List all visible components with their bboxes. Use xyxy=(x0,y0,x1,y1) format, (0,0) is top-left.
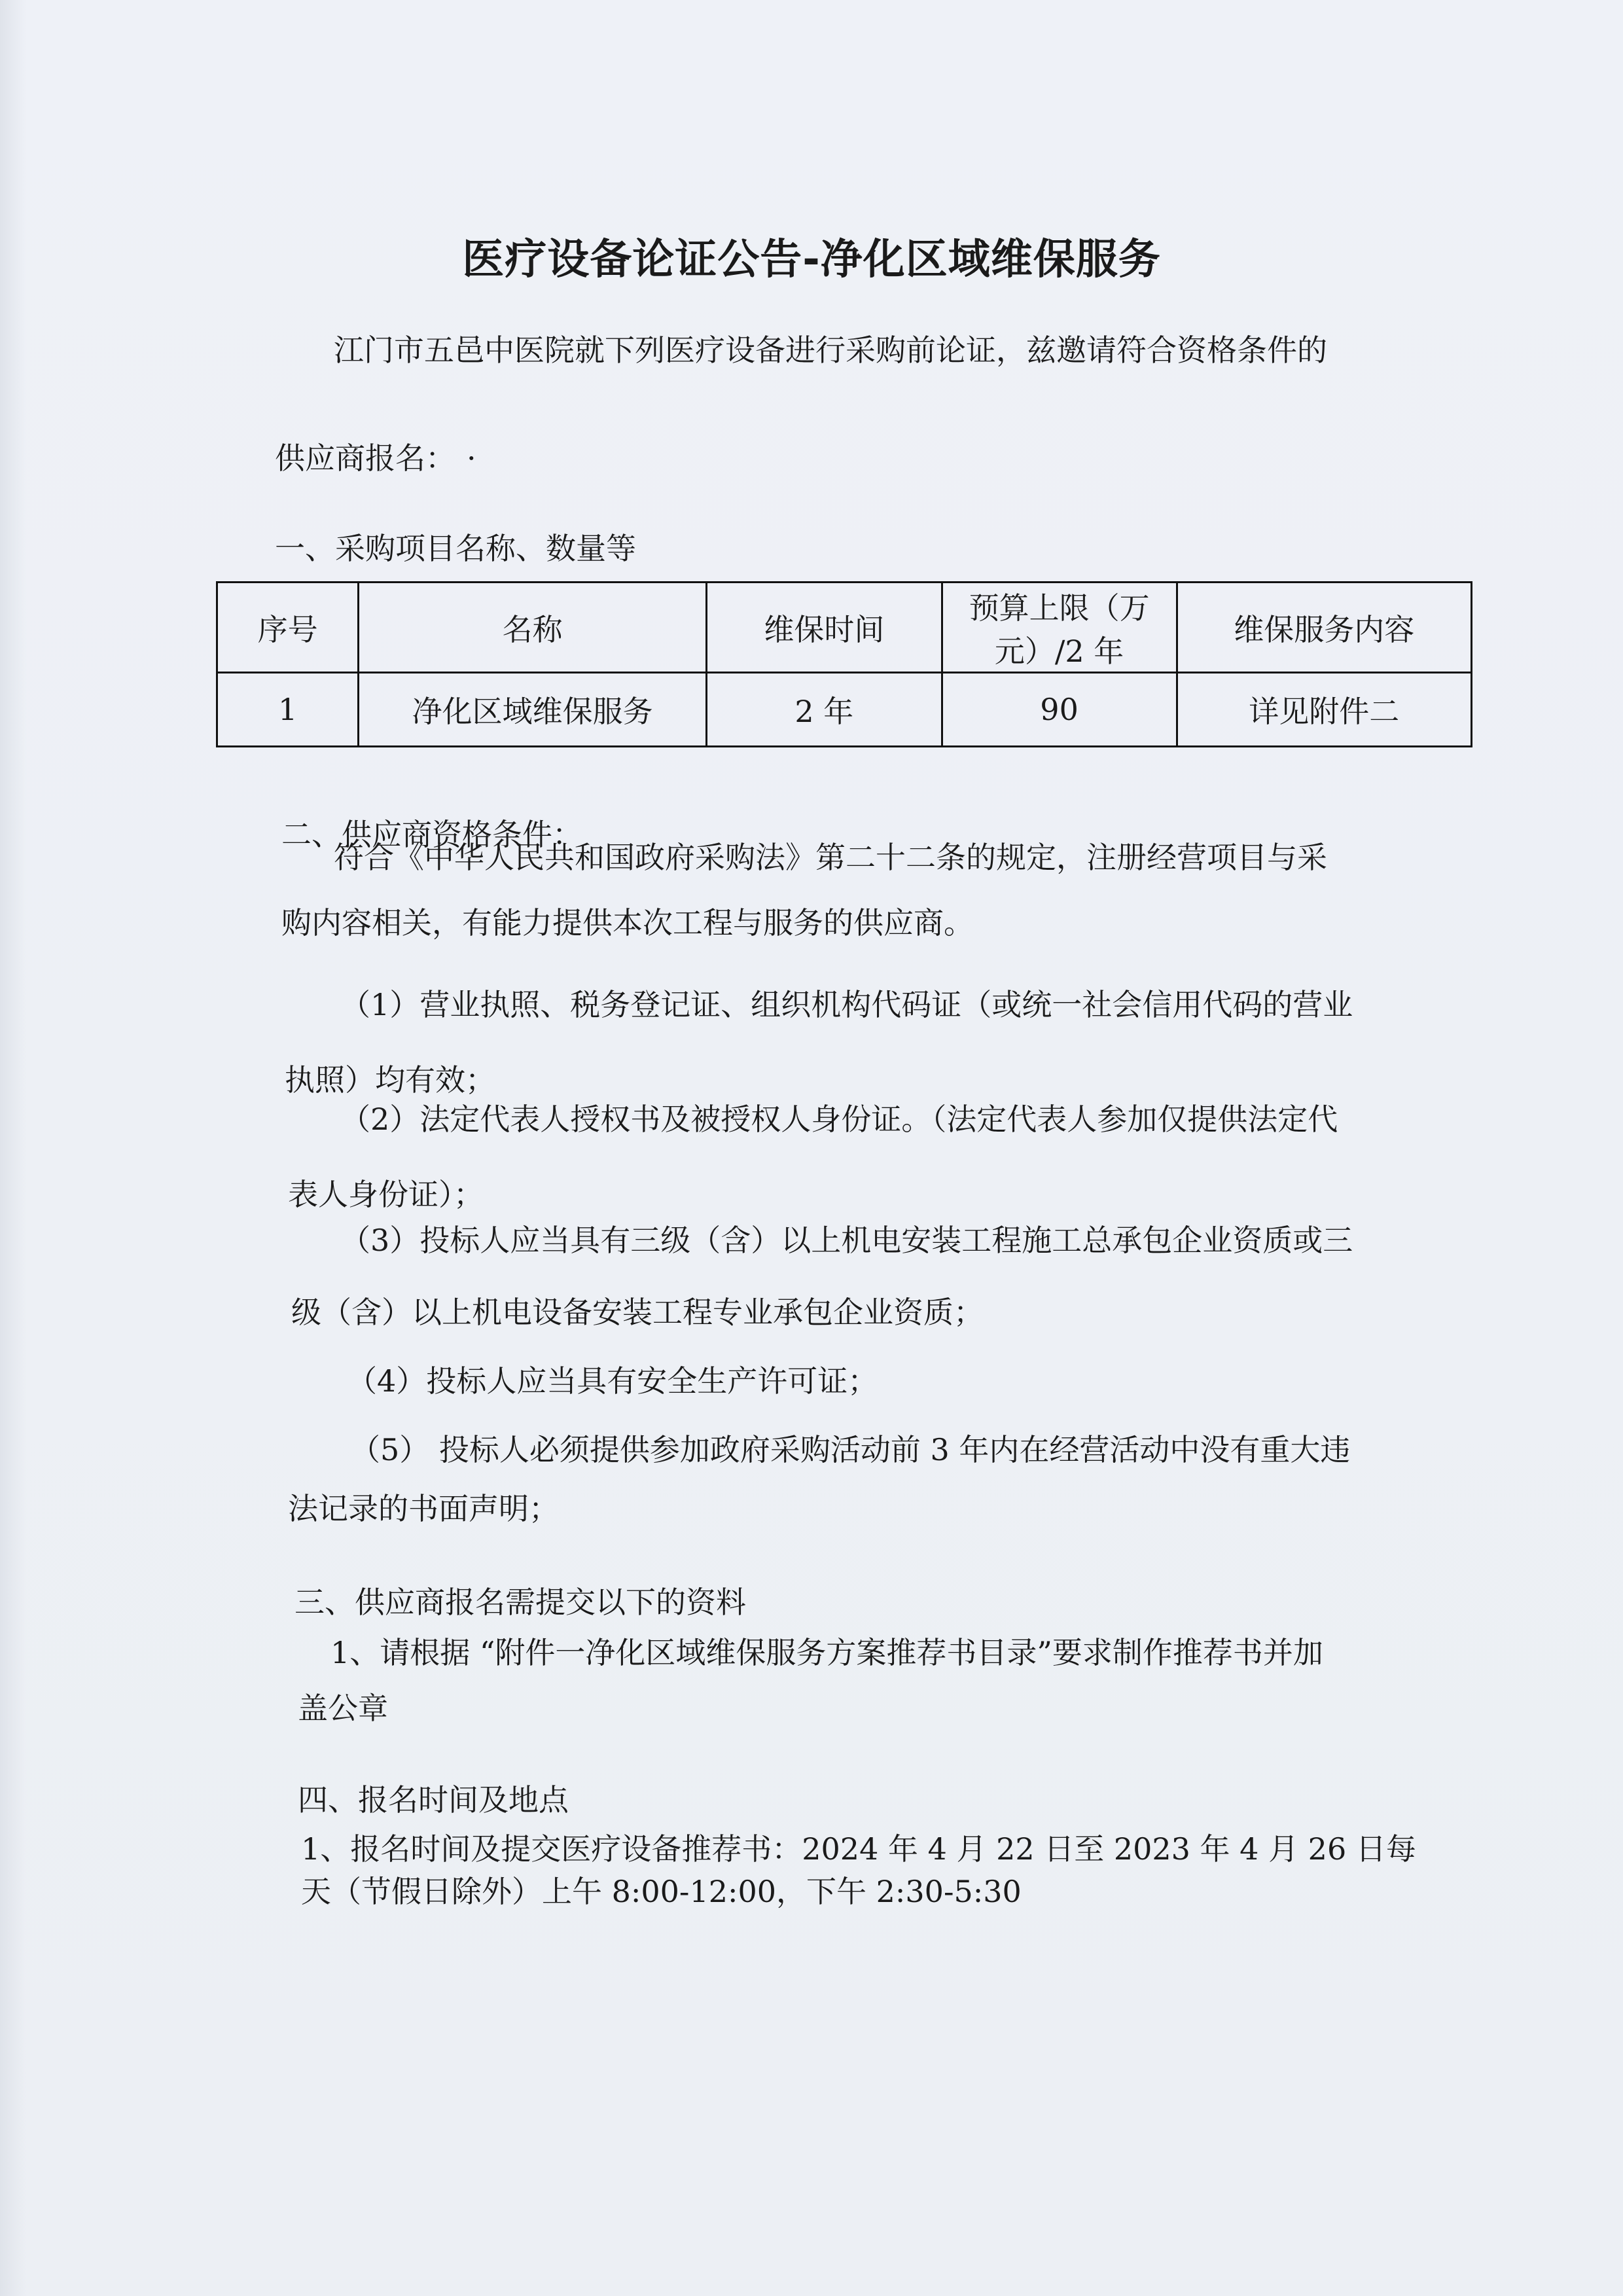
condition-3-line-2: 级（含）以上机电设备安装工程专业承包企业资质； xyxy=(291,1295,984,1330)
section3-heading: 三、供应商报名需提交以下的资料 xyxy=(294,1585,746,1620)
header-index: 序号 xyxy=(217,583,359,673)
section4-p1-line-2: 天（节假日除外）上午 8:00-12:00，下午 2:30-5:30 xyxy=(301,1874,1022,1909)
header-name: 名称 xyxy=(359,583,707,673)
cell-period: 2 年 xyxy=(706,673,942,747)
document-title: 医疗设备论证公告-净化区域维保服务 xyxy=(462,236,1161,284)
condition-5-line-1: （5） 投标人必须提供参加政府采购活动前 3 年内在经营活动中没有重大违 xyxy=(350,1432,1351,1467)
table-row xyxy=(217,673,1472,747)
section1-heading: 一、采购项目名称、数量等 xyxy=(275,531,636,566)
scan-edge-shadow xyxy=(0,0,26,2296)
cell-service-content: 详见附件二 xyxy=(1177,673,1472,747)
intro-line-2-dot: · xyxy=(467,440,476,476)
header-service-content: 维保服务内容 xyxy=(1177,583,1472,673)
condition-5-line-2: 法记录的书面声明； xyxy=(288,1491,559,1526)
section2-heading: 二、供应商资格条件： xyxy=(281,817,582,852)
section4-heading: 四、报名时间及地点 xyxy=(298,1782,569,1818)
condition-1-line-1: （1）营业执照、税务登记证、组织机构代码证（或统一社会信用代码的营业 xyxy=(340,987,1353,1022)
section2-p1-line-2: 购内容相关，有能力提供本次工程与服务的供应商。 xyxy=(281,905,974,941)
condition-2-line-1: （2）法定代表人授权书及被授权人身份证。（法定代表人参加仅提供法定代 xyxy=(340,1102,1338,1137)
section3-p1-line-1: 1、请根据 “附件一净化区域维保服务方案推荐书目录”要求制作推荐书并加 xyxy=(330,1635,1323,1670)
condition-1-line-2: 执照）均有效； xyxy=(285,1062,495,1098)
section4-p1-line-1: 1、报名时间及提交医疗设备推荐书：2024 年 4 月 22 日至 2023 年 4 月 26 日每 xyxy=(301,1831,1416,1867)
cell-index: 1 xyxy=(217,673,359,747)
intro-line-1: 江门市五邑中医院就下列医疗设备进行采购前论证，兹邀请符合资格条件的 xyxy=(334,332,1327,368)
condition-2-line-2: 表人身份证）； xyxy=(288,1177,484,1212)
section3-p1-line-2: 盖公章 xyxy=(298,1691,388,1726)
intro-line-2 xyxy=(275,439,476,478)
header-budget-line-1: 预算上限（万 xyxy=(969,590,1150,626)
section2-p1-line-1: 符合《中华人民共和国政府采购法》第二十二条的规定，注册经营项目与采 xyxy=(334,840,1327,875)
cell-budget: 90 xyxy=(942,673,1177,747)
cell-name: 净化区域维保服务 xyxy=(359,673,707,747)
condition-4-line-1: （4）投标人应当具有安全生产许可证； xyxy=(347,1363,878,1399)
condition-3-line-1: （3）投标人应当具有三级（含）以上机电安装工程施工总承包企业资质或三 xyxy=(340,1223,1353,1258)
header-budget xyxy=(942,583,1177,673)
header-budget-line-2: 元）/2 年 xyxy=(994,633,1124,669)
intro-line-2-text: 供应商报名： xyxy=(275,440,440,476)
table-header-row xyxy=(217,583,1472,673)
header-maintenance-period: 维保时间 xyxy=(706,583,942,673)
procurement-items-table xyxy=(216,581,1472,747)
